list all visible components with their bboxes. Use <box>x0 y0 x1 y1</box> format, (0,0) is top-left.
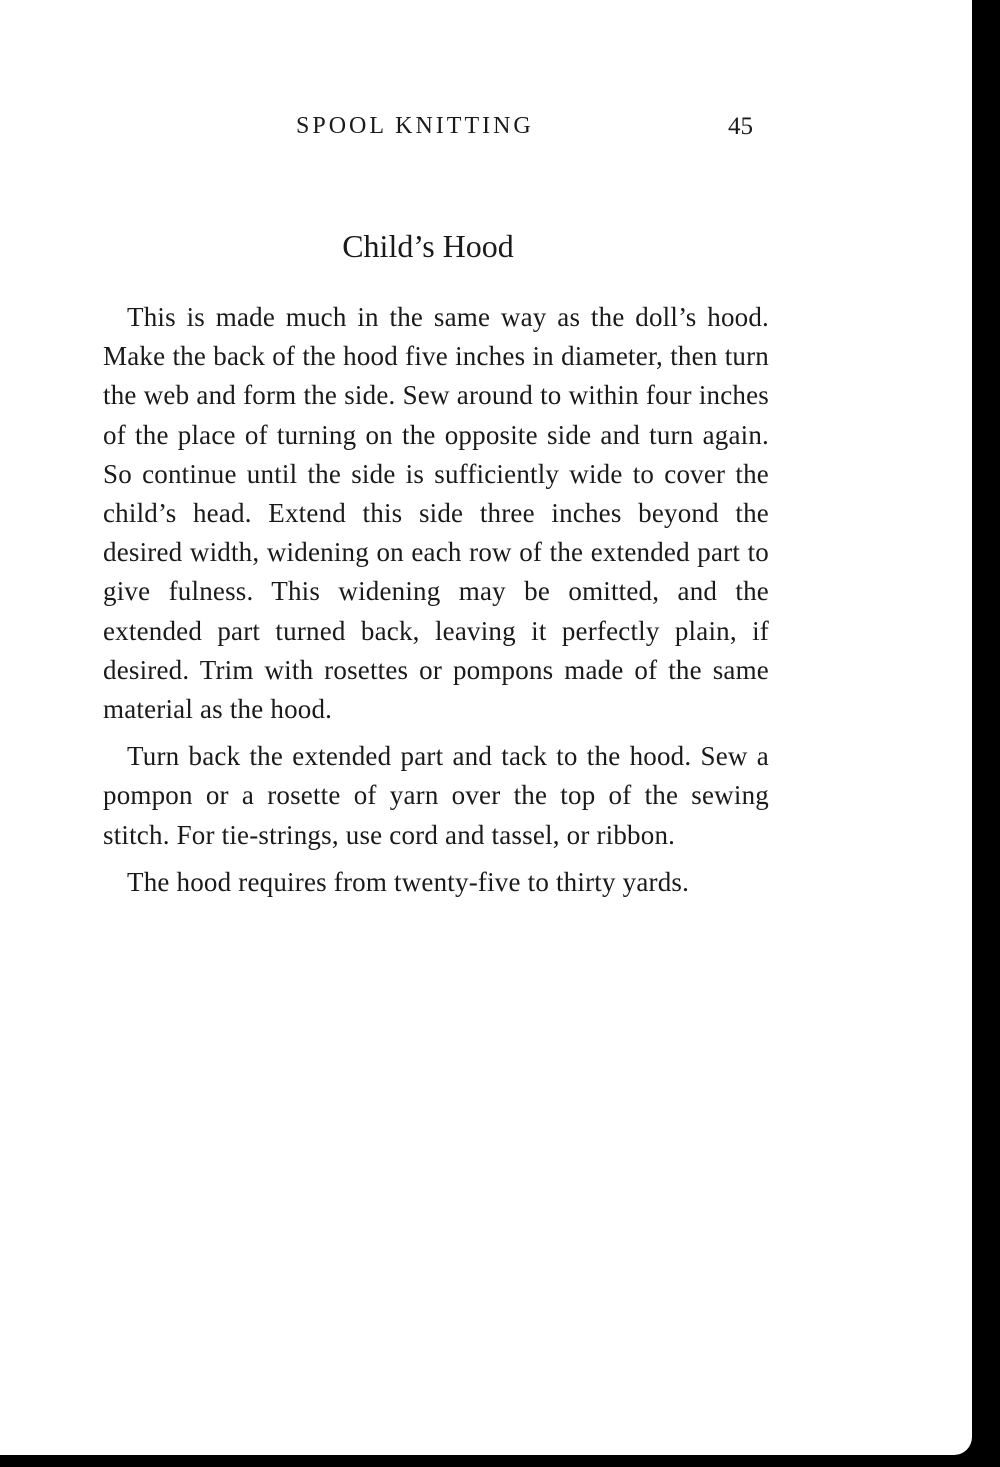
body-text <box>103 298 769 910</box>
running-head-title: SPOOL KNITTING <box>296 113 534 139</box>
page-number: 45 <box>728 113 753 140</box>
paragraph-construction: This is made much in the same way as the doll’s hood. Make the back of the hood five inches in diameter, then turn the web and form the side. Sew around to within four inches of the place of turning on the opposite side and turn again. So continue until the side is sufficiently wide to cover the child’s head. Extend this side three inches beyond the desired width, widening on each row of the extended part to give fulness. This widening may be omitted, and the extended part turned back, leaving it perfectly plain, if desired. Trim with rosettes or pompons made of the same material as the hood. <box>103 302 769 725</box>
running-head <box>0 113 972 143</box>
chapter-title: Child’s Hood <box>342 228 514 264</box>
paragraph-yarn-quantity: The hood requires from twenty-five to thirty yards. <box>127 866 690 897</box>
paragraph-finishing: Turn back the extended part and tack to the hood. Sew a pompon or a rosette of yarn over the top of the sewing stitch. For tie-strings, use cord and tassel, or ribbon. <box>103 741 769 850</box>
